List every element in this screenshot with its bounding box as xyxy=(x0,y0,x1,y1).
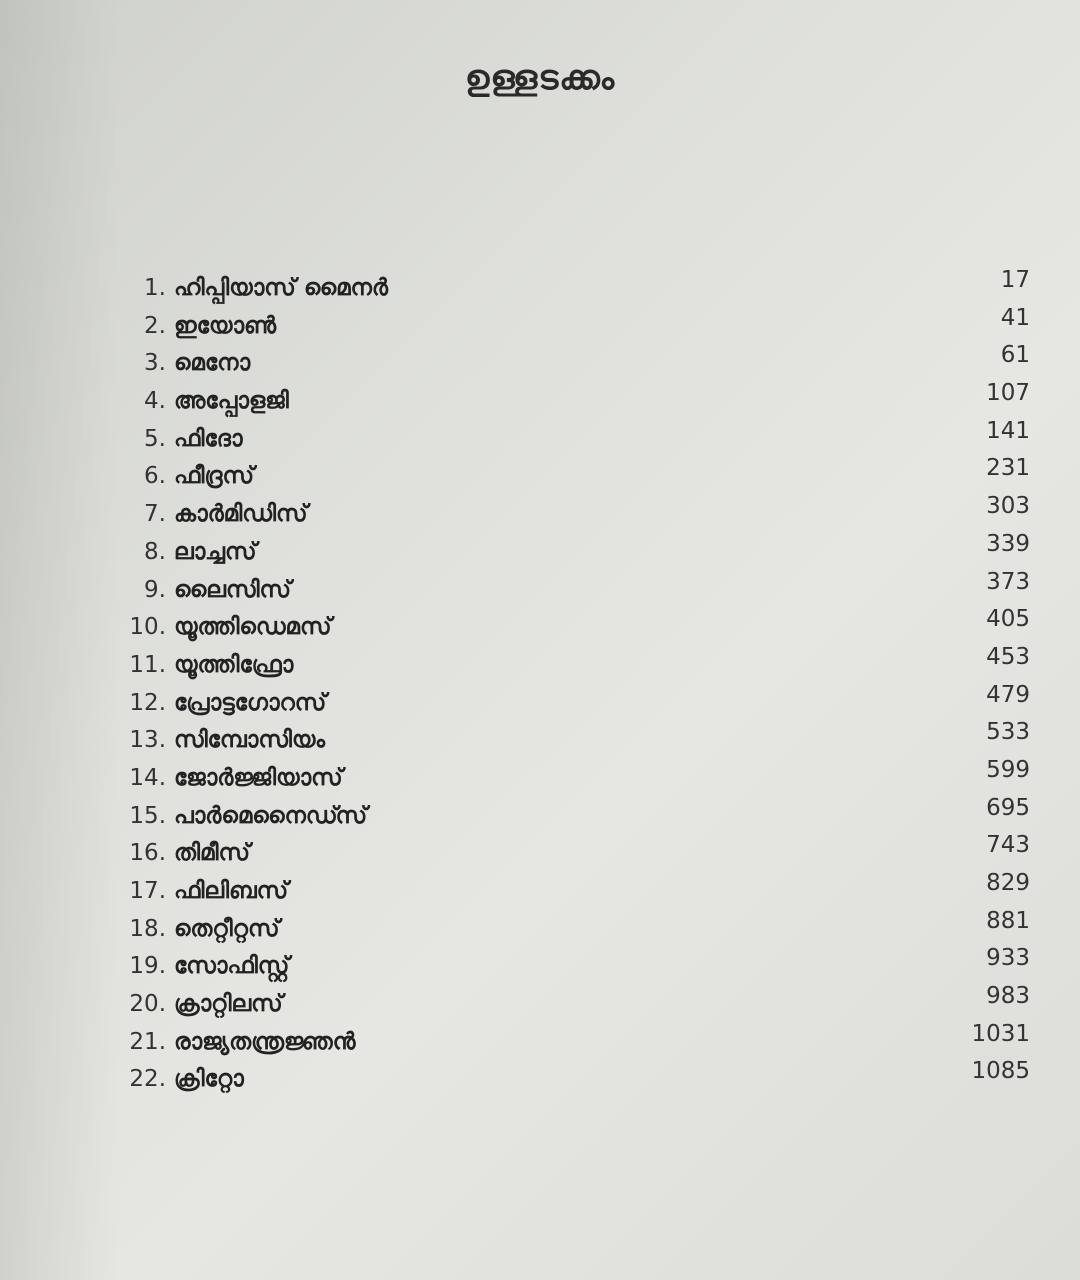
toc-entry xyxy=(120,681,1030,723)
entry-page-number: 17 xyxy=(1000,267,1030,293)
entry-title: ലാച്ചസ് xyxy=(174,538,257,565)
toc-entry xyxy=(120,1020,1030,1062)
entry-page-number: 1085 xyxy=(971,1058,1030,1085)
entry-number: 6. xyxy=(144,463,166,490)
entry-page-number: 479 xyxy=(986,681,1030,708)
entry-title: ജോർജ്ജിയാസ് xyxy=(174,764,343,791)
entry-number: 3. xyxy=(144,350,166,377)
entry-page-number: 743 xyxy=(986,832,1030,859)
toc-entry xyxy=(120,794,1030,836)
entry-number: 7. xyxy=(144,501,166,528)
entry-title: ഫിദോ xyxy=(174,425,243,452)
toc-entry xyxy=(120,606,1030,647)
toc-entry xyxy=(120,568,1030,610)
entry-number: 4. xyxy=(144,388,166,415)
toc-entry xyxy=(120,945,1030,986)
entry-title: ഫീദ്രസ് xyxy=(174,463,255,490)
entry-page-number: 303 xyxy=(986,493,1030,520)
entry-page-number: 599 xyxy=(986,756,1030,783)
entry-page-number: 829 xyxy=(986,870,1030,896)
entry-page-number: 1031 xyxy=(971,1020,1030,1047)
entry-number: 13. xyxy=(129,727,166,754)
entry-number: 18. xyxy=(129,915,166,942)
entry-page-number: 453 xyxy=(986,643,1030,670)
entry-number: 16. xyxy=(129,840,166,867)
entry-page-number: 533 xyxy=(986,719,1030,746)
toc-entry xyxy=(120,1058,1030,1099)
entry-number: 1. xyxy=(144,275,166,301)
entry-title: ഹിപ്പിയാസ് മൈനർ xyxy=(174,275,388,301)
entry-title: തിമീസ് xyxy=(174,840,251,867)
entry-page-number: 695 xyxy=(986,794,1030,821)
entry-title: യൂത്തിഫ്രോ xyxy=(174,651,294,678)
entry-number: 5. xyxy=(144,425,166,452)
entry-title: ക്രാറ്റിലസ് xyxy=(174,991,283,1018)
toc-entry xyxy=(120,304,1030,346)
entry-number: 15. xyxy=(129,802,166,829)
toc-entry xyxy=(120,907,1030,949)
toc-entry xyxy=(120,267,1030,308)
entry-number: 19. xyxy=(129,953,166,980)
entry-page-number: 231 xyxy=(986,455,1030,482)
entry-number: 8. xyxy=(144,538,166,565)
entry-number: 14. xyxy=(129,764,166,791)
toc-entry xyxy=(120,380,1030,421)
entry-number: 17. xyxy=(129,878,166,904)
entry-page-number: 339 xyxy=(986,530,1030,557)
entry-title: അപ്പോളജി xyxy=(174,388,289,415)
toc-entry xyxy=(120,870,1030,911)
entry-title: പാർമെനൈഡ്സ് xyxy=(174,802,368,829)
entry-page-number: 41 xyxy=(1000,304,1030,331)
entry-title: പ്രോട്ടഗോറസ് xyxy=(174,689,327,716)
toc-entry xyxy=(120,493,1030,534)
entry-page-number: 983 xyxy=(986,983,1030,1010)
page-shadow xyxy=(0,0,120,1280)
entry-number: 21. xyxy=(129,1028,166,1055)
entry-title: ഇയോൺ xyxy=(174,312,277,339)
toc-entry xyxy=(120,719,1030,760)
entry-page-number: 881 xyxy=(986,907,1030,934)
entry-title: ലൈസിസ് xyxy=(174,576,292,603)
entry-page-number: 933 xyxy=(986,945,1030,972)
entry-page-number: 107 xyxy=(986,380,1030,407)
toc-entry xyxy=(120,530,1030,572)
entry-number: 20. xyxy=(129,991,166,1018)
entry-number: 22. xyxy=(129,1066,166,1093)
entry-title: ഫിലിബസ് xyxy=(174,878,289,904)
entry-number: 12. xyxy=(129,689,166,716)
entry-title: കാർമിഡിസ് xyxy=(174,501,308,528)
toc-entry xyxy=(120,983,1030,1024)
entry-title: സോഫിസ്റ്റ് xyxy=(174,953,290,980)
entry-number: 10. xyxy=(129,614,166,641)
entry-number: 11. xyxy=(129,651,166,678)
entry-number: 9. xyxy=(144,576,166,603)
toc-entry xyxy=(120,342,1030,383)
entry-page-number: 61 xyxy=(1000,342,1030,369)
entry-title: രാജ്യതന്ത്രജ്ഞൻ xyxy=(174,1028,356,1055)
toc-entry xyxy=(120,455,1030,496)
entry-title: സിമ്പോസിയം xyxy=(174,727,326,754)
entry-title: യൂത്തിഡെമസ് xyxy=(174,614,332,641)
toc-entry xyxy=(120,756,1030,798)
entry-title: തെറ്റീറ്റസ് xyxy=(174,915,280,942)
entry-title: മെനോ xyxy=(174,350,251,377)
entry-page-number: 373 xyxy=(986,568,1030,595)
entry-title: ക്രിറ്റോ xyxy=(174,1066,244,1093)
toc-entry xyxy=(120,832,1030,873)
entry-page-number: 141 xyxy=(986,417,1030,444)
entry-number: 2. xyxy=(144,312,166,339)
toc-entry xyxy=(120,643,1030,685)
table-of-contents xyxy=(120,267,1030,1099)
contents-heading: ഉള്ളടക്കം xyxy=(464,58,616,98)
toc-entry xyxy=(120,417,1030,459)
entry-page-number: 405 xyxy=(986,606,1030,633)
